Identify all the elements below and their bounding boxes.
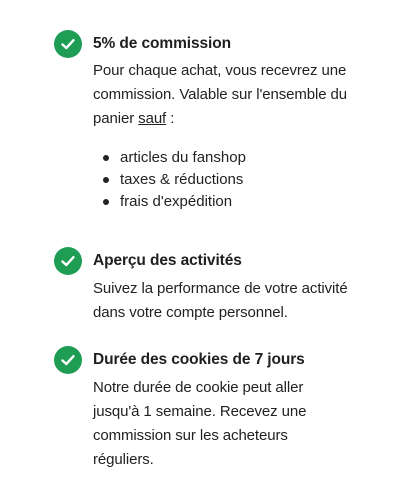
list-item: taxes & réductions: [93, 169, 246, 191]
feature-title: 5% de commission: [93, 35, 231, 52]
feature-description: [93, 59, 348, 131]
feature-description-text: Pour chaque achat, vous recevrez une commission. Valable sur l'ensemble du panier: [93, 62, 348, 127]
check-circle-icon: [54, 247, 82, 275]
feature-title: Durée des cookies de 7 jours: [93, 351, 305, 368]
list-item: articles du fanshop: [93, 147, 246, 169]
feature-description: Suivez la performance de votre activité dans votre compte personnel.: [93, 280, 348, 321]
feature-description-emphasis: sauf: [138, 110, 167, 127]
feature-title: Aperçu des activités: [93, 252, 242, 269]
exclusions-list: [93, 147, 246, 213]
list-item: frais d'expédition: [93, 191, 246, 213]
feature-description-suffix: :: [166, 110, 175, 127]
feature-description: Notre durée de cookie peut aller jusqu'à 1 semaine. Recevez une commission sur les acheteurs réguliers.: [93, 379, 307, 468]
check-circle-icon: [54, 346, 82, 374]
check-circle-icon: [54, 30, 82, 58]
